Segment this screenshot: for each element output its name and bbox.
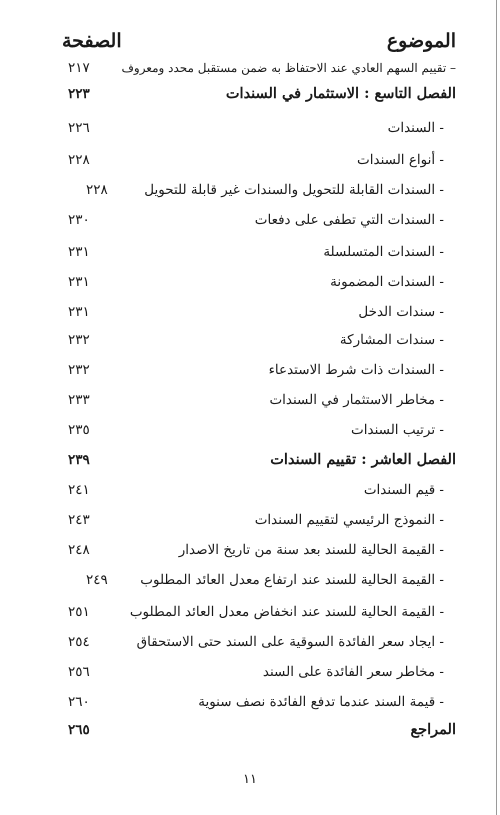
- toc-entry-title: - السندات المضمونة: [330, 274, 444, 290]
- toc-entry-page: ٢٣٢: [68, 332, 90, 348]
- toc-row: [60, 328, 456, 352]
- toc-row: [60, 388, 456, 412]
- toc-entry-page: ٢٣٠: [68, 212, 90, 228]
- toc-entry-title: - السندات ذات شرط الاستدعاء: [268, 362, 444, 378]
- toc-row: [60, 240, 456, 264]
- toc-entry-page: ٢٢٨: [68, 152, 90, 168]
- toc-entry-title: الفصل العاشر : تقييم السندات: [270, 451, 456, 468]
- toc-entry-page: ٢١٧: [68, 60, 90, 76]
- toc-entry-page: ٢٦٠: [68, 694, 90, 710]
- toc-row: [60, 148, 456, 172]
- toc-row: [60, 270, 456, 294]
- toc-entry-title: - السندات المتسلسلة: [323, 244, 444, 260]
- toc-entry-page: ٢٣٣: [68, 392, 90, 408]
- toc-entry-title: - ايجاد سعر الفائدة السوقية على السند حتى الاستحقاق: [136, 634, 444, 650]
- toc-entry-title: - قيم السندات: [363, 482, 444, 498]
- toc-entry-page: ٢٢٦: [68, 120, 90, 136]
- toc-entry-page: ٢٥١: [68, 604, 90, 620]
- toc-row: [60, 568, 456, 592]
- toc-entry-title: - مخاطر سعر الفائدة على السند: [262, 664, 444, 680]
- toc-row: [60, 660, 456, 684]
- toc-entry-page: ٢٣١: [68, 244, 90, 260]
- toc-entry-title: - القيمة الحالية للسند عند ارتفاع معدل العائد المطلوب: [140, 572, 444, 588]
- toc-row: [60, 538, 456, 562]
- toc-row: [60, 358, 456, 382]
- toc-row: [60, 478, 456, 502]
- toc-entry-page: ٢٣٢: [68, 362, 90, 378]
- toc-row: [60, 208, 456, 232]
- toc-chapter-row: [60, 448, 456, 472]
- toc-row: [60, 690, 456, 714]
- page-number: ١١: [243, 772, 257, 787]
- toc-entry-title: - سندات المشاركة: [339, 332, 444, 348]
- toc-entry-page: ٢٥٦: [68, 664, 90, 680]
- toc-row: [60, 600, 456, 624]
- toc-entry-title: - النموذج الرئيسي لتقييم السندات: [254, 512, 444, 528]
- page-column-label: الصفحة: [62, 30, 122, 52]
- toc-row: [60, 630, 456, 654]
- toc-row: [60, 178, 456, 202]
- toc-entry-page: ٢٤٨: [68, 542, 90, 558]
- toc-entry-title: - قيمة السند عندما تدفع الفائدة نصف سنوية: [198, 694, 444, 710]
- toc-row: [60, 418, 456, 442]
- page-edge-line: [496, 0, 497, 815]
- toc-entry-page: ٢٢٨: [86, 182, 108, 198]
- toc-entry-page: ٢٥٤: [68, 634, 90, 650]
- toc-header: [62, 30, 456, 56]
- toc-entry-page: ٢٦٥: [68, 722, 90, 738]
- toc-entry-title: – تقييم السهم العادي عند الاحتفاظ به ضمن مستقبل محدد ومعروف: [121, 61, 456, 75]
- toc-entry-title: - مخاطر الاستثمار في السندات: [269, 392, 444, 408]
- toc-entry-title: - السندات القابلة للتحويل والسندات غير قابلة للتحويل: [144, 182, 444, 198]
- toc-entry-page: ٢٣١: [68, 304, 90, 320]
- toc-entry-page: ٢٤١: [68, 482, 90, 498]
- toc-entry-title: المراجع: [410, 721, 456, 738]
- toc-entry-title: الفصل التاسع : الاستثمار في السندات: [225, 85, 456, 102]
- toc-entry-title: - القيمة الحالية للسند بعد سنة من تاريخ الاصدار: [178, 542, 444, 558]
- toc-row: [60, 300, 456, 324]
- toc-entry-page: ٢٤٣: [68, 512, 90, 528]
- toc-entry-page: ٢٣٩: [68, 452, 90, 468]
- toc-entry-title: - السندات: [387, 120, 444, 136]
- toc-row: [60, 116, 456, 140]
- toc-row: [60, 56, 456, 80]
- toc-row: [60, 508, 456, 532]
- toc-entry-page: ٢٢٣: [68, 86, 90, 102]
- toc-entry-title: - القيمة الحالية للسند عند انخفاض معدل العائد المطلوب: [129, 604, 444, 620]
- toc-entry-page: ٢٣١: [68, 274, 90, 290]
- toc-entry-title: - سندات الدخل: [358, 304, 444, 320]
- toc-entry-title: - أنواع السندات: [357, 152, 444, 168]
- toc-chapter-row: [60, 82, 456, 106]
- toc-references-row: [60, 718, 456, 742]
- toc-entry-title: - السندات التي تطفى على دفعات: [254, 212, 444, 228]
- toc-entry-page: ٢٣٥: [68, 422, 90, 438]
- toc-entry-title: - ترتيب السندات: [351, 422, 444, 438]
- toc-entry-page: ٢٤٩: [86, 572, 108, 588]
- topic-column-label: الموضوع: [386, 30, 456, 52]
